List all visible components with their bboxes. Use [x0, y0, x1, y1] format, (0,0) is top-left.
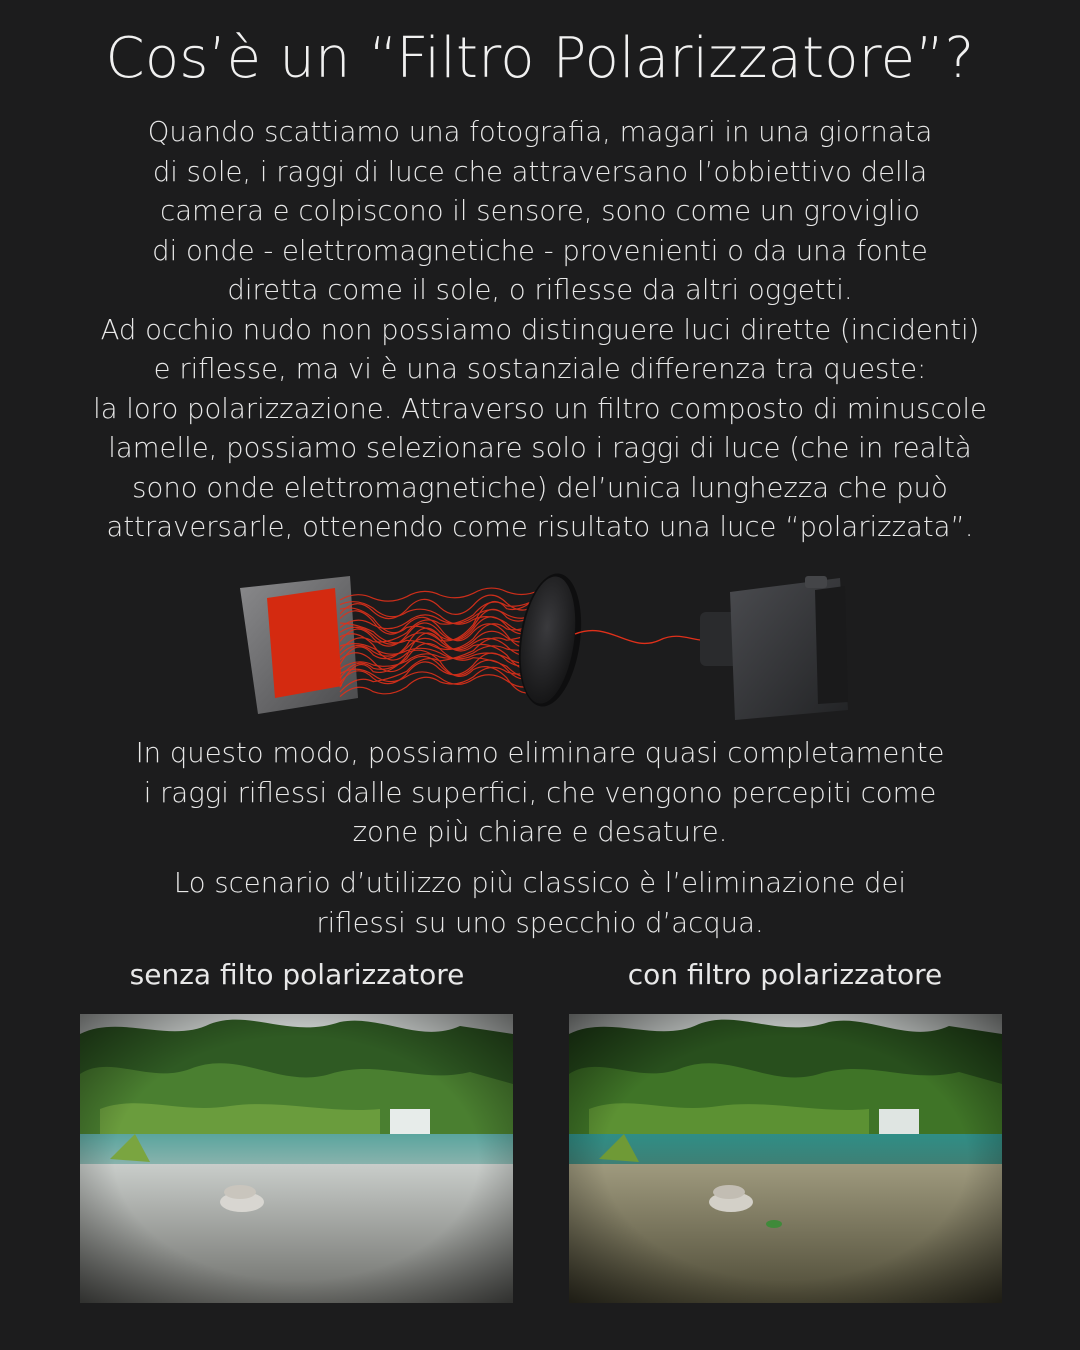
light-source — [240, 576, 358, 714]
caption-without-filter: senza filto polarizzatore — [129, 958, 465, 991]
polarizing-filter — [511, 570, 589, 711]
text-line: riflessi su uno specchio d’acqua. — [316, 906, 764, 939]
text-line: sono onde elettromagnetiche) del’unica lunghezza che può — [132, 471, 948, 504]
photo-with-filter — [569, 1014, 1002, 1303]
text-line: Lo scenario d’utilizzo più classico è l’eliminazione dei — [173, 867, 907, 899]
text-line: Ad occhio nudo non possiamo distinguere luci dirette (incidenti) — [100, 313, 980, 346]
light-ray — [340, 588, 540, 601]
text-line: zone più chiare e desature. — [352, 816, 728, 848]
unpolarized-rays — [340, 588, 540, 697]
caption-with-filter: con filtro polarizzatore — [627, 958, 943, 991]
text-line: Quando scattiamo una fotografia, magari in una giornata — [147, 116, 933, 148]
intro-paragraph — [40, 113, 1040, 548]
camera-icon — [700, 576, 848, 720]
text-line: In questo modo, possiamo eliminare quasi completamente — [135, 737, 945, 769]
text-line: di sole, i raggi di luce che attraversano l’obbiettivo della — [152, 155, 928, 188]
text-line: la loro polarizzazione. Attraverso un filtro composto di minuscole — [93, 392, 987, 425]
light-source-panel — [267, 588, 342, 698]
text-line: i raggi riflessi dalle superfici, che vengono percepiti come — [143, 776, 937, 809]
text-line: lamelle, possiamo selezionare solo i raggi di luce (che in realtà — [108, 432, 972, 464]
text-line: camera e colpiscono il sensore, sono come un groviglio — [160, 195, 920, 227]
scenario-paragraph — [40, 864, 1040, 943]
result-paragraph — [40, 734, 1040, 853]
text-line: di onde - elettromagnetiche - provenienti o da una fonte — [152, 234, 928, 267]
text-line: diretta come il sole, o riflesse da altri oggetti. — [227, 274, 853, 306]
text-line: e riflesse, ma vi è una sostanziale differenza tra queste: — [153, 353, 927, 385]
polarization-diagram — [230, 570, 860, 730]
photo-without-filter — [80, 1014, 513, 1303]
page-title: Cos’è un “Filtro Polarizzatore”? — [105, 26, 975, 91]
text-line: attraversarle, ottenendo come risultato una luce “polarizzata”. — [106, 511, 974, 543]
